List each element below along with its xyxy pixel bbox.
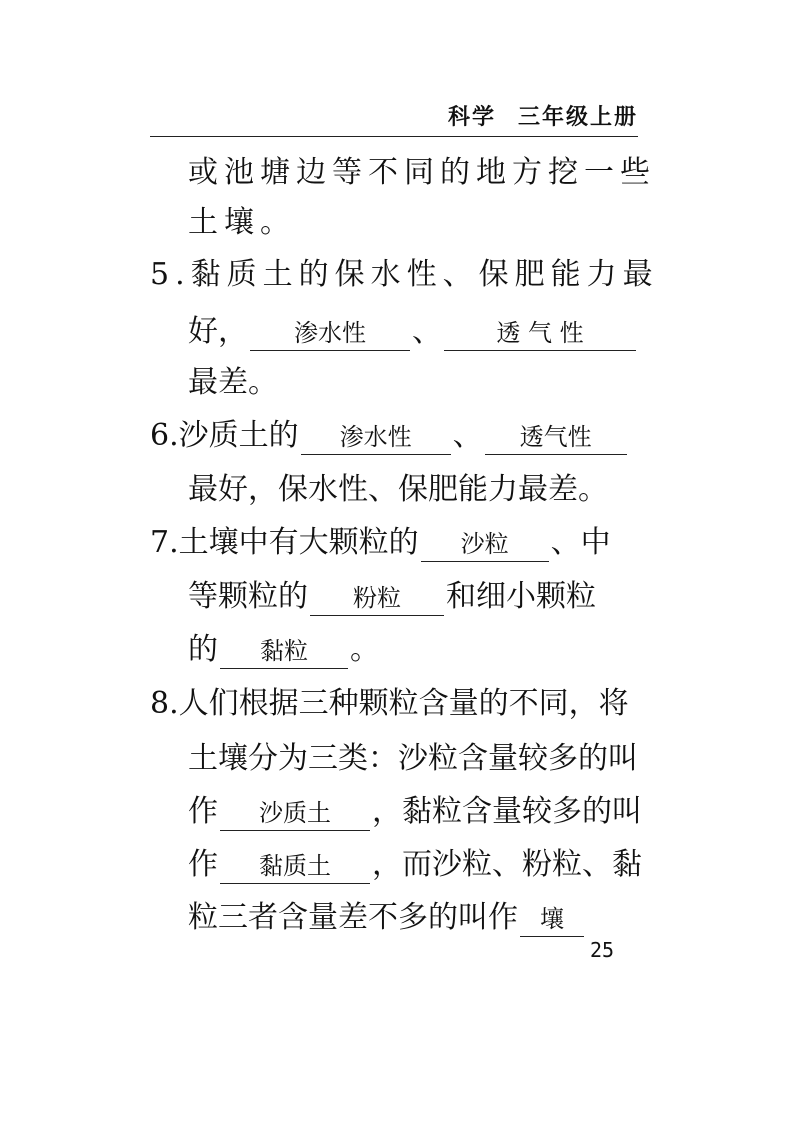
text-line: 或池塘边等不同的地方挖一些: [188, 155, 656, 190]
text-segment: ，而沙粒、粉粒、黏: [372, 847, 642, 882]
question-5-line-2: [188, 312, 638, 352]
page-header: [448, 100, 638, 131]
text-segment: 、中: [550, 525, 611, 560]
header-rule: [150, 136, 638, 137]
question-6-line-2: 最好，保水性、保肥能力最差。: [188, 472, 608, 507]
question-8-line-4: [188, 845, 642, 885]
question-8-line-5: [188, 898, 586, 938]
answer-blank: 沙粒: [421, 529, 549, 562]
text-segment: 、: [452, 418, 483, 453]
grade-label: 三年级上册: [517, 105, 638, 130]
answer-blank: 壤: [520, 904, 584, 937]
text-segment: 6.沙质土的: [150, 418, 299, 453]
subject-label: 科学: [447, 105, 496, 130]
question-5-line-3: 最差。: [188, 365, 278, 400]
question-7-line-1: [150, 523, 611, 563]
answer-blank: 粉粒: [310, 583, 444, 616]
text-segment: ，黏粒含量较多的叫: [372, 794, 642, 829]
text-segment: 7.土壤中有大颗粒的: [150, 525, 419, 560]
answer-blank: 黏粒: [220, 636, 348, 669]
question-8-line-1: 8.人们根据三种颗粒含量的不同，将: [150, 686, 629, 721]
answer-blank: 透气性: [485, 422, 627, 455]
text-segment: 粒三者含量差不多的叫作: [188, 900, 518, 935]
text-segment: 好，: [188, 314, 248, 349]
answer-blank: 透 气 性: [444, 318, 636, 351]
text-segment: 作: [188, 847, 218, 882]
text-segment: 的: [188, 632, 218, 667]
answer-blank: 沙质土: [220, 798, 370, 831]
question-7-line-2: [188, 577, 596, 617]
question-8-line-2: 土壤分为三类：沙粒含量较多的叫: [188, 741, 638, 776]
question-6-line-1: [150, 416, 629, 456]
answer-blank: 黏质土: [220, 851, 370, 884]
answer-blank: 渗水性: [250, 318, 410, 351]
page-number: 25: [590, 938, 615, 962]
text-line: 土壤。: [188, 205, 296, 240]
text-segment: 。: [350, 632, 380, 667]
text-segment: 等颗粒的: [188, 579, 308, 614]
answer-blank: 渗水性: [301, 422, 451, 455]
question-7-line-3: [188, 630, 380, 670]
text-segment: 作: [188, 794, 218, 829]
text-segment: 、: [412, 314, 442, 349]
text-segment: 和细小颗粒: [446, 579, 596, 614]
question-5-line-1: 5.黏质土的保水性、保肥能力最: [150, 257, 659, 292]
question-8-line-3: [188, 792, 642, 832]
